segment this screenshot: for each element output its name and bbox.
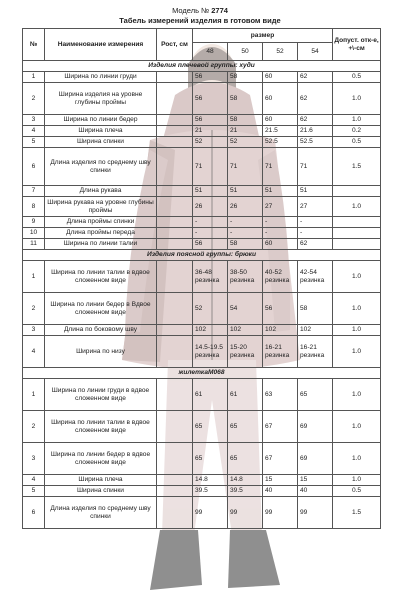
size-value: 39.5: [193, 486, 228, 497]
row-number: 10: [23, 228, 45, 239]
size-50: 50: [228, 43, 263, 61]
size-48: 48: [193, 43, 228, 61]
model-label: Модель №: [172, 6, 210, 15]
measurement-name: Ширина по линии талии: [45, 239, 157, 250]
tolerance-value: 1.0: [333, 411, 381, 443]
size-value: 21.5: [263, 126, 298, 137]
section-row: [23, 368, 381, 379]
size-value: 65: [228, 411, 263, 443]
row-number: 4: [23, 336, 45, 368]
size-value: 52.5: [263, 137, 298, 148]
height-cell: [157, 239, 193, 250]
size-value: 71: [228, 148, 263, 186]
size-value: 56: [193, 239, 228, 250]
size-54: 54: [298, 43, 333, 61]
table-row: [23, 148, 381, 186]
size-value: 99: [298, 497, 333, 529]
size-value: 51: [228, 186, 263, 197]
size-value: 42-54 резинка: [298, 261, 333, 293]
section-title: жилеткаМ068: [23, 368, 381, 379]
size-value: 65: [228, 443, 263, 475]
height-cell: [157, 411, 193, 443]
size-value: 52.5: [298, 137, 333, 148]
size-value: 58: [228, 72, 263, 83]
size-value: -: [193, 217, 228, 228]
size-value: 27: [263, 197, 298, 217]
size-value: 99: [228, 497, 263, 529]
measurement-name: Длина рукава: [45, 186, 157, 197]
size-value: -: [263, 217, 298, 228]
size-value: 58: [298, 293, 333, 325]
height-cell: [157, 115, 193, 126]
tolerance-value: 0.2: [333, 126, 381, 137]
tolerance-value: [333, 239, 381, 250]
table-row: [23, 293, 381, 325]
table-row: [23, 83, 381, 115]
row-number: 1: [23, 72, 45, 83]
size-value: 102: [298, 325, 333, 336]
size-value: 67: [263, 443, 298, 475]
size-value: 71: [263, 148, 298, 186]
size-value: 15: [263, 475, 298, 486]
size-value: 51: [193, 186, 228, 197]
height-cell: [157, 72, 193, 83]
size-value: 40-52 резинка: [263, 261, 298, 293]
size-value: 21: [228, 126, 263, 137]
measurement-name: Длина проймы переда: [45, 228, 157, 239]
tolerance-value: 1.0: [333, 443, 381, 475]
sheet-title: Табель измерений изделия в готовом виде: [119, 16, 281, 25]
table-row: [23, 239, 381, 250]
size-value: -: [263, 228, 298, 239]
size-52: 52: [263, 43, 298, 61]
row-number: 5: [23, 486, 45, 497]
size-value: 36-48 резинка: [193, 261, 228, 293]
measurement-name: Ширина по линии бедер в Вдвое сложенном виде: [45, 293, 157, 325]
height-cell: [157, 486, 193, 497]
height-cell: [157, 228, 193, 239]
tolerance-value: [333, 186, 381, 197]
table-body: [23, 61, 381, 529]
size-value: 61: [193, 379, 228, 411]
size-value: 15: [298, 475, 333, 486]
size-value: -: [298, 228, 333, 239]
size-value: 39.5: [228, 486, 263, 497]
measurement-name: Ширина плеча: [45, 126, 157, 137]
row-number: 6: [23, 497, 45, 529]
size-value: 56: [263, 293, 298, 325]
measurement-name: Длина по боковому шву: [45, 325, 157, 336]
table-row: [23, 72, 381, 83]
size-value: 99: [263, 497, 298, 529]
col-num-header: №: [23, 29, 45, 61]
size-value: -: [228, 217, 263, 228]
row-number: 3: [23, 325, 45, 336]
size-value: 60: [263, 83, 298, 115]
size-value: 65: [193, 443, 228, 475]
size-value: 27: [298, 197, 333, 217]
tolerance-value: 1.0: [333, 293, 381, 325]
tolerance-value: 1.0: [333, 83, 381, 115]
size-value: 63: [263, 379, 298, 411]
size-value: 62: [298, 115, 333, 126]
row-number: 6: [23, 148, 45, 186]
size-value: 52: [228, 137, 263, 148]
size-value: 21: [193, 126, 228, 137]
measurement-name: Ширина спинки: [45, 486, 157, 497]
row-number: 2: [23, 83, 45, 115]
row-number: 3: [23, 115, 45, 126]
tolerance-value: [333, 228, 381, 239]
tolerance-value: 1.0: [333, 325, 381, 336]
size-value: 62: [298, 83, 333, 115]
measurement-name: Длина изделия по среднему шву спинки: [45, 497, 157, 529]
measurement-name: Ширина по линии груди в вдвое сложенном виде: [45, 379, 157, 411]
row-number: 11: [23, 239, 45, 250]
row-number: 9: [23, 217, 45, 228]
size-value: 40: [263, 486, 298, 497]
table-row: [23, 126, 381, 137]
table-row: [23, 115, 381, 126]
tolerance-value: 1.5: [333, 497, 381, 529]
table-row: [23, 197, 381, 217]
measurement-name: Ширина по низу: [45, 336, 157, 368]
size-value: 52: [193, 293, 228, 325]
height-cell: [157, 443, 193, 475]
size-value: 60: [263, 115, 298, 126]
tolerance-value: 1.0: [333, 261, 381, 293]
size-value: 26: [228, 197, 263, 217]
col-name-header: Наименование измерения: [45, 29, 157, 61]
size-value: 56: [193, 72, 228, 83]
measurement-name: Ширина по линии бедер: [45, 115, 157, 126]
size-value: 58: [228, 115, 263, 126]
size-value: 14.5-19.5 резинка: [193, 336, 228, 368]
height-cell: [157, 83, 193, 115]
size-value: 102: [228, 325, 263, 336]
table-row: [23, 261, 381, 293]
size-value: 62: [298, 72, 333, 83]
tolerance-value: 1.0: [333, 115, 381, 126]
height-cell: [157, 186, 193, 197]
table-row: [23, 443, 381, 475]
section-title: Изделия поясной группы: брюки: [23, 250, 381, 261]
table-row: [23, 336, 381, 368]
row-number: 1: [23, 379, 45, 411]
size-value: 65: [298, 379, 333, 411]
row-number: 1: [23, 261, 45, 293]
size-value: 56: [193, 83, 228, 115]
row-number: 8: [23, 197, 45, 217]
section-row: [23, 250, 381, 261]
section-row: [23, 61, 381, 72]
measurement-name: Длина проймы спинки: [45, 217, 157, 228]
measurement-name: Ширина по линии талии в вдвое сложенном виде: [45, 411, 157, 443]
height-cell: [157, 126, 193, 137]
size-value: 52: [193, 137, 228, 148]
size-value: 58: [228, 239, 263, 250]
height-cell: [157, 261, 193, 293]
height-cell: [157, 379, 193, 411]
size-value: 16-21 резинка: [263, 336, 298, 368]
size-value: 67: [263, 411, 298, 443]
measurement-name: Ширина по линии бедер в вдвое сложенном виде: [45, 443, 157, 475]
size-value: 16-21 резинка: [298, 336, 333, 368]
size-value: 51: [263, 186, 298, 197]
col-tolerance-header: Допуст. отк-е, +\-см: [333, 29, 381, 61]
section-title: Изделия плечевой группы: худи: [23, 61, 381, 72]
height-cell: [157, 217, 193, 228]
table-row: [23, 325, 381, 336]
measurement-name: Ширина изделия на уровне глубины проймы: [45, 83, 157, 115]
size-value: 69: [298, 443, 333, 475]
row-number: 5: [23, 137, 45, 148]
size-value: 56: [193, 115, 228, 126]
size-value: 58: [228, 83, 263, 115]
measurement-name: Ширина по линии талии в вдвое сложенном виде: [45, 261, 157, 293]
tolerance-value: 1.0: [333, 197, 381, 217]
table-row: [23, 217, 381, 228]
measurement-name: Ширина спинки: [45, 137, 157, 148]
size-value: 54: [228, 293, 263, 325]
row-number: 4: [23, 126, 45, 137]
size-value: 62: [298, 239, 333, 250]
table-row: [23, 411, 381, 443]
height-cell: [157, 137, 193, 148]
col-size-header: размер: [193, 29, 333, 43]
row-number: 4: [23, 475, 45, 486]
size-value: 14.8: [193, 475, 228, 486]
size-value: 21.6: [298, 126, 333, 137]
size-value: -: [193, 228, 228, 239]
measurement-table: [22, 28, 381, 529]
measurement-name: Длина изделия по среднему шву спинки: [45, 148, 157, 186]
tolerance-value: 0.5: [333, 486, 381, 497]
size-value: 60: [263, 72, 298, 83]
table-row: [23, 228, 381, 239]
size-value: 51: [298, 186, 333, 197]
tolerance-value: 1.5: [333, 148, 381, 186]
model-number: 2774: [211, 6, 228, 15]
row-number: 2: [23, 411, 45, 443]
row-number: 7: [23, 186, 45, 197]
size-value: 71: [193, 148, 228, 186]
row-number: 2: [23, 293, 45, 325]
row-number: 3: [23, 443, 45, 475]
tolerance-value: 1.0: [333, 379, 381, 411]
measurement-name: Ширина плеча: [45, 475, 157, 486]
height-cell: [157, 197, 193, 217]
size-value: 40: [298, 486, 333, 497]
size-value: 15-20 резинка: [228, 336, 263, 368]
tolerance-value: 1.0: [333, 475, 381, 486]
size-value: 102: [263, 325, 298, 336]
size-value: 99: [193, 497, 228, 529]
height-cell: [157, 325, 193, 336]
model-number-line: [0, 6, 400, 15]
size-value: 26: [193, 197, 228, 217]
table-row: [23, 475, 381, 486]
size-value: 102: [193, 325, 228, 336]
height-cell: [157, 475, 193, 486]
tolerance-value: [333, 217, 381, 228]
table-row: [23, 497, 381, 529]
height-cell: [157, 293, 193, 325]
col-height-header: Рост, см: [157, 29, 193, 61]
size-value: -: [228, 228, 263, 239]
table-row: [23, 137, 381, 148]
tolerance-value: 1.0: [333, 336, 381, 368]
size-value: 60: [263, 239, 298, 250]
table-row: [23, 379, 381, 411]
size-value: 38-50 резинка: [228, 261, 263, 293]
tolerance-value: 0.5: [333, 137, 381, 148]
table-row: [23, 186, 381, 197]
height-cell: [157, 148, 193, 186]
tolerance-value: 0.5: [333, 72, 381, 83]
table-row: [23, 486, 381, 497]
size-value: -: [298, 217, 333, 228]
size-value: 69: [298, 411, 333, 443]
height-cell: [157, 497, 193, 529]
measurement-name: Ширина по линии груди: [45, 72, 157, 83]
size-value: 71: [298, 148, 333, 186]
size-value: 65: [193, 411, 228, 443]
height-cell: [157, 336, 193, 368]
measurement-name: Ширина рукава на уровне глубины проймы: [45, 197, 157, 217]
size-value: 14.8: [228, 475, 263, 486]
size-value: 61: [228, 379, 263, 411]
